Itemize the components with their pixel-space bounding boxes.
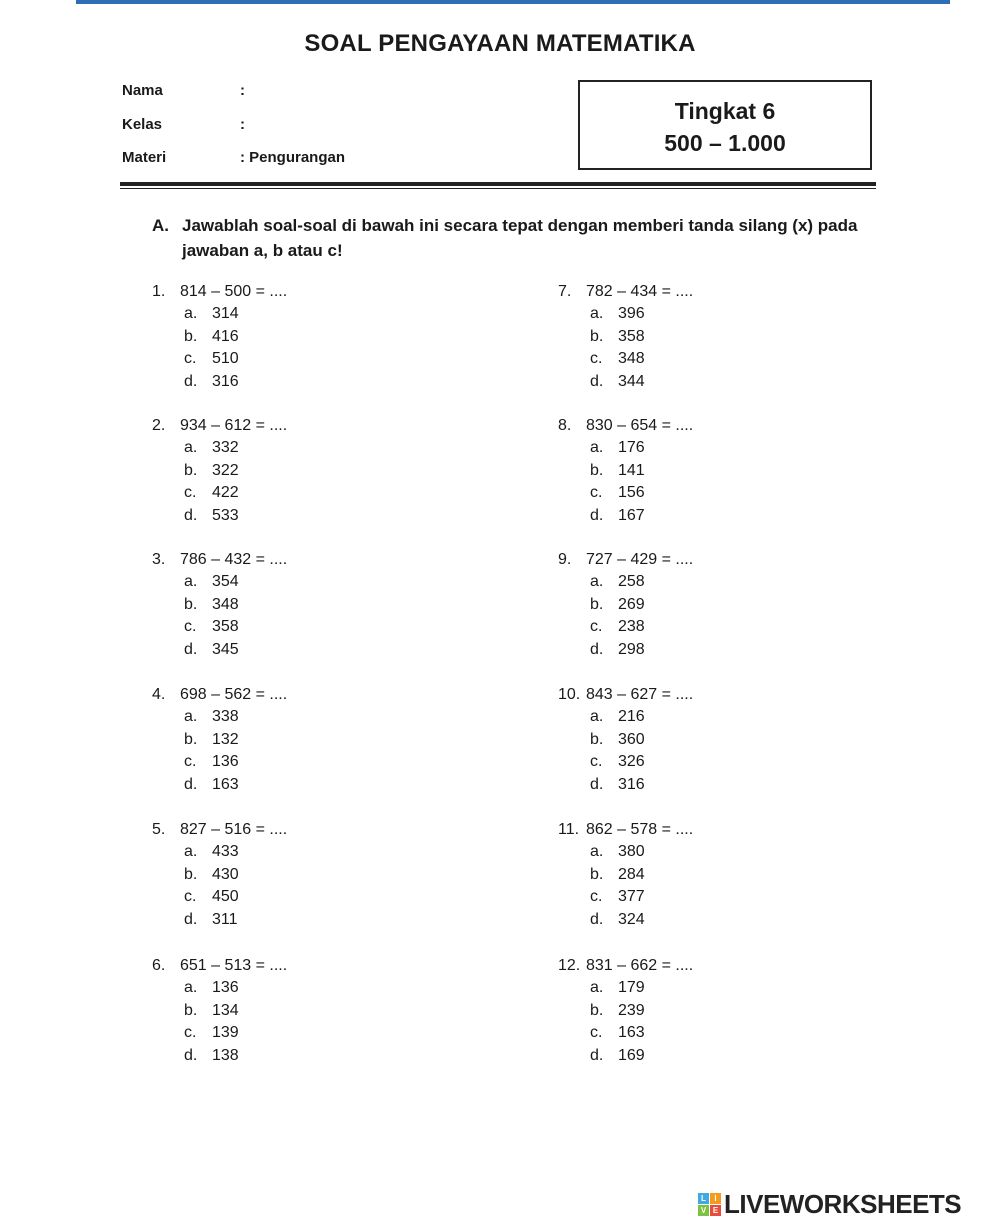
question-expression: 814 – 500 = .... [180,283,288,300]
question-number: 1. [152,283,166,300]
answer-option[interactable] [152,1000,452,1023]
option-value: 354 [212,573,239,590]
option-value: 258 [618,573,645,590]
question-number: 3. [152,551,166,568]
option-letter: c. [590,484,603,502]
answer-option[interactable] [152,751,452,774]
option-letter: d. [184,1047,198,1065]
option-value: 380 [618,843,645,860]
option-letter: c. [590,350,603,368]
option-value: 138 [212,1047,239,1065]
option-letter: d. [184,776,198,794]
option-value: 167 [618,507,645,525]
option-letter: b. [184,595,198,613]
question-item [558,954,858,1068]
question-expression: 827 – 516 = .... [180,821,288,838]
option-value: 324 [618,911,645,929]
option-value: 163 [212,776,239,794]
option-value: 176 [618,439,645,456]
header-divider [120,182,876,186]
option-letter: c. [184,1024,197,1042]
option-letter: d. [184,507,198,525]
question-number: 4. [152,686,166,703]
instruction [152,213,882,263]
instruction-text: Jawablah soal-soal di bawah ini secara tepat dengan memberi tanda silang (x) pada jawaban a, b atau c! [182,216,858,260]
option-letter: a. [590,439,604,456]
answer-option[interactable] [152,505,452,528]
question-line [152,954,452,977]
question-number: 8. [558,417,572,434]
answer-option[interactable] [558,571,858,594]
answer-option[interactable] [152,886,452,909]
answer-option[interactable] [558,1022,858,1045]
page-title: SOAL PENGAYAAN MATEMATIKA [304,30,696,57]
answer-option[interactable] [558,371,858,394]
logo-text: LIVEWORKSHEETS [724,1188,962,1219]
answer-option[interactable] [558,886,858,909]
answer-option[interactable] [152,909,452,932]
answer-option[interactable] [558,326,858,349]
answer-option[interactable] [152,348,452,371]
option-value: 139 [212,1024,239,1042]
option-value: 239 [618,1001,645,1019]
option-value: 533 [212,507,239,525]
option-value: 377 [618,888,645,906]
logo-tile: E [710,1205,721,1216]
option-letter: b. [184,865,198,883]
answer-option[interactable] [152,594,452,617]
option-value: 316 [618,776,645,794]
option-value: 332 [212,439,239,456]
option-value: 396 [618,305,645,322]
question-line [152,548,452,571]
question-expression: 727 – 429 = .... [586,551,694,568]
option-letter: a. [184,305,198,322]
liveworksheets-logo [698,1189,961,1219]
option-letter: c. [184,753,197,771]
header-divider-thin [120,188,876,189]
option-letter: d. [590,507,604,525]
question-number: 9. [558,551,572,568]
option-value: 136 [212,753,239,771]
option-value: 269 [618,595,645,613]
question-item [558,414,858,528]
field-value: : [240,82,245,99]
option-value: 156 [618,484,645,502]
option-value: 510 [212,350,239,368]
question-expression: 934 – 612 = .... [180,417,288,434]
answer-option[interactable] [152,303,452,326]
question-item [152,954,452,1068]
option-letter: d. [184,641,198,659]
option-letter: c. [184,888,197,906]
option-letter: b. [590,461,604,479]
answer-option[interactable] [152,371,452,394]
option-value: 136 [212,979,239,996]
option-letter: a. [184,708,198,725]
answer-option[interactable] [558,1000,858,1023]
question-expression: 830 – 654 = .... [586,417,694,434]
field-label: Kelas [122,116,163,133]
option-letter: d. [184,373,198,391]
option-letter: b. [590,327,604,345]
field-label: Nama [122,82,163,99]
top-accent-bar [76,0,950,4]
answer-option[interactable] [152,482,452,505]
option-value: 134 [212,1001,239,1019]
answer-option[interactable] [152,1022,452,1045]
answer-option[interactable] [152,616,452,639]
option-value: 179 [618,979,645,996]
answer-option[interactable] [558,1045,858,1068]
option-letter: a. [590,843,604,860]
option-value: 348 [618,350,645,368]
option-value: 338 [212,708,239,725]
field-value: : [240,116,245,133]
instruction-letter: A. [152,216,169,235]
question-line [558,954,858,977]
answer-option[interactable] [558,303,858,326]
option-value: 169 [618,1047,645,1065]
logo-tile: L [698,1193,709,1204]
answer-option[interactable] [152,460,452,483]
question-expression: 862 – 578 = .... [586,821,694,838]
option-letter: d. [590,776,604,794]
option-letter: d. [184,911,198,929]
question-expression: 786 – 432 = .... [180,551,288,568]
option-value: 326 [618,753,645,771]
question-expression: 831 – 662 = .... [586,957,694,974]
answer-option[interactable] [152,1045,452,1068]
level-title: Tingkat 6 [674,98,776,124]
logo-tile: V [698,1205,709,1216]
answer-option[interactable] [558,841,858,864]
option-value: 322 [212,461,239,479]
answer-option[interactable] [152,571,452,594]
level-range: 500 – 1.000 [664,130,786,156]
option-letter: a. [590,573,604,590]
question-line [558,548,858,571]
option-letter: a. [590,708,604,725]
question-number: 5. [152,821,166,838]
option-letter: b. [590,865,604,883]
answer-option[interactable] [152,977,452,1000]
field-nama [122,82,245,99]
answer-option[interactable] [558,505,858,528]
logo-icon [698,1193,721,1216]
answer-option[interactable] [558,706,858,729]
answer-option[interactable] [558,864,858,887]
option-value: 344 [618,373,645,391]
option-letter: b. [184,1001,198,1019]
answer-option[interactable] [558,751,858,774]
answer-option[interactable] [152,639,452,662]
question-item [152,280,452,394]
option-value: 430 [212,865,239,883]
question-expression: 651 – 513 = .... [180,957,288,974]
option-letter: b. [590,1001,604,1019]
question-expression: 843 – 627 = .... [586,686,694,703]
option-letter: c. [590,1024,603,1042]
question-item [558,818,858,932]
field-materi [122,149,345,166]
option-value: 345 [212,641,239,659]
answer-option[interactable] [152,774,452,797]
option-letter: a. [184,979,198,996]
option-letter: d. [590,641,604,659]
answer-option[interactable] [152,706,452,729]
answer-option[interactable] [558,594,858,617]
question-item [152,414,452,528]
answer-option[interactable] [152,437,452,460]
field-label: Materi [122,149,167,166]
answer-option[interactable] [558,909,858,932]
question-line [558,683,858,706]
answer-option[interactable] [152,326,452,349]
question-number: 6. [152,957,166,974]
level-box [578,80,872,170]
option-value: 416 [212,327,239,345]
answer-option[interactable] [558,616,858,639]
option-letter: a. [184,843,198,860]
option-letter: b. [184,730,198,748]
option-value: 316 [212,373,239,391]
logo-tile: I [710,1193,721,1204]
question-item [558,683,858,797]
option-value: 358 [212,618,239,636]
answer-option[interactable] [558,460,858,483]
answer-option[interactable] [558,482,858,505]
question-expression: 782 – 434 = .... [586,283,694,300]
option-value: 314 [212,305,239,322]
option-letter: b. [590,595,604,613]
question-number: 11. [558,821,580,838]
answer-option[interactable] [152,841,452,864]
option-value: 433 [212,843,239,860]
option-letter: c. [184,484,197,502]
question-item [152,683,452,797]
question-item [152,548,452,662]
answer-option[interactable] [152,864,452,887]
option-letter: b. [590,730,604,748]
option-letter: b. [184,327,198,345]
answer-option[interactable] [558,348,858,371]
option-value: 450 [212,888,239,906]
question-line [558,280,858,303]
option-value: 163 [618,1024,645,1042]
option-value: 348 [212,595,239,613]
question-number: 12. [558,957,581,974]
option-letter: c. [590,753,603,771]
option-letter: c. [184,350,197,368]
question-item [152,818,452,932]
option-value: 132 [212,730,239,748]
question-item [558,548,858,662]
option-letter: a. [590,979,604,996]
question-line [558,818,858,841]
option-value: 238 [618,618,645,636]
option-value: 284 [618,865,645,883]
option-value: 358 [618,327,645,345]
answer-option[interactable] [558,437,858,460]
question-number: 10. [558,686,581,703]
option-value: 311 [212,911,238,929]
question-number: 2. [152,417,166,434]
option-letter: d. [590,373,604,391]
option-letter: c. [590,888,603,906]
option-value: 422 [212,484,239,502]
answer-option[interactable] [558,729,858,752]
option-letter: c. [184,618,197,636]
answer-option[interactable] [558,977,858,1000]
answer-option[interactable] [152,729,452,752]
option-letter: a. [184,573,198,590]
question-line [152,414,452,437]
field-value: : Pengurangan [240,149,346,166]
question-item [558,280,858,394]
question-expression: 698 – 562 = .... [180,686,288,703]
option-value: 360 [618,730,645,748]
question-line [152,818,452,841]
field-kelas [122,116,245,133]
option-value: 216 [618,708,645,725]
option-letter: d. [590,911,604,929]
option-letter: c. [590,618,603,636]
option-letter: d. [590,1047,604,1065]
option-letter: b. [184,461,198,479]
question-line [152,280,452,303]
question-number: 7. [558,283,572,300]
answer-option[interactable] [558,639,858,662]
question-line [152,683,452,706]
option-value: 298 [618,641,645,659]
option-letter: a. [184,439,198,456]
question-line [558,414,858,437]
answer-option[interactable] [558,774,858,797]
option-value: 141 [618,461,645,479]
option-letter: a. [590,305,604,322]
